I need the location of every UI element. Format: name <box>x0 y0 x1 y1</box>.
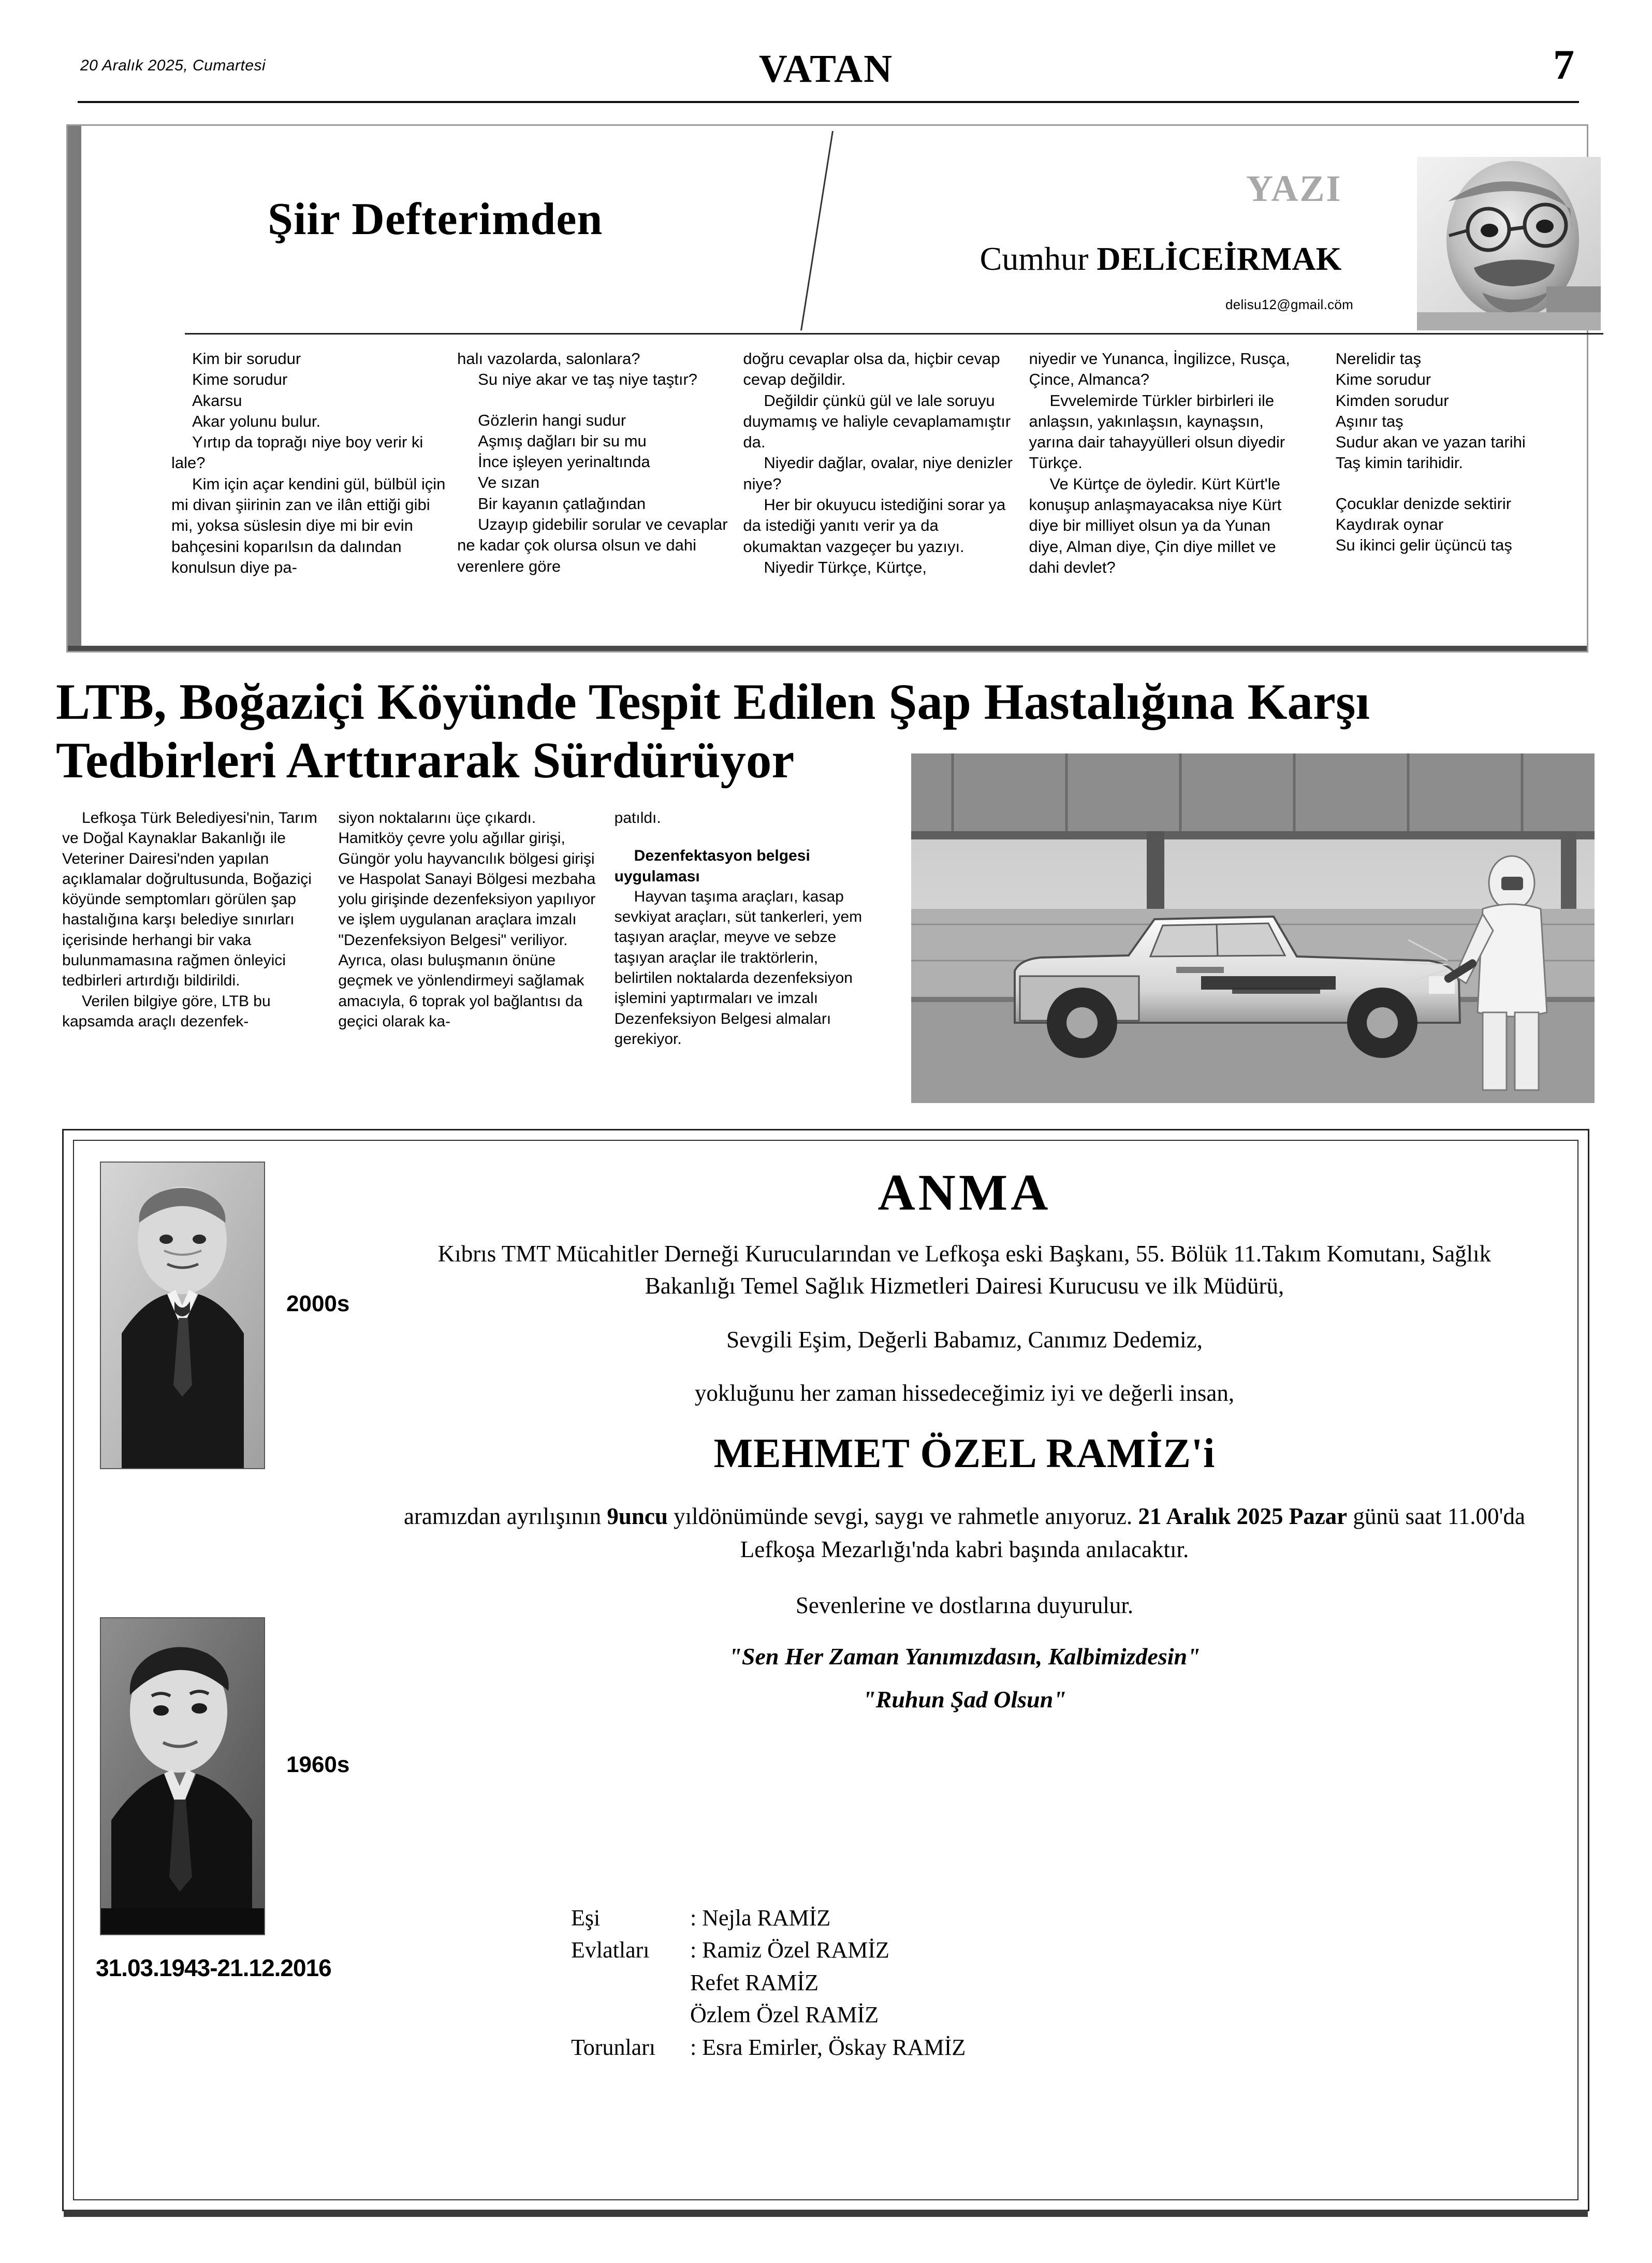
family-role: Eşi <box>571 1905 601 1931</box>
family-names: : Esra Emirler, Öskay RAMİZ <box>690 2034 966 2060</box>
masthead-divider <box>78 101 1579 103</box>
issue-date: 20 Aralık 2025, Cumartesi <box>80 57 266 74</box>
poem-line: Niyedir dağlar, ovalar, niye denizler niye? <box>743 454 1013 493</box>
family-row <box>571 1934 1348 1966</box>
news-headline: LTB, Boğaziçi Köyünde Tespit Edilen Şap Hastalığına Karşı Tedbirleri Arttırarak Sürdürüyor <box>56 674 1370 789</box>
columnist-header <box>81 126 1589 333</box>
author-first-name: Cumhur <box>979 240 1097 277</box>
memorial-deceased-name: MEHMET ÖZEL RAMİZ'i <box>713 1431 1216 1477</box>
section-title: Şiir Defterimden <box>268 194 603 244</box>
author-last-name: DELİCEİRMAK <box>1097 240 1342 277</box>
poem-line: Nerelidir taş <box>1335 350 1422 368</box>
poem-line: halı vazolarda, salonlara? <box>457 350 640 368</box>
poem-column-3 <box>743 349 1029 639</box>
memorial-line-2: yokluğunu her zaman hissedeceğimiz iyi ve değerli insan, <box>694 1380 1235 1406</box>
poem-line: Aşmış dağları bir su mu <box>478 431 647 450</box>
poem-column-5 <box>1315 349 1631 639</box>
section-bottom-bar <box>68 646 1587 651</box>
poem-line: Çocuklar denizde sektirir <box>1335 494 1512 513</box>
memorial-notice <box>62 1129 1589 2211</box>
poem-column-1 <box>171 349 457 639</box>
poem-line: niyedir ve Yunanca, İngilizce, Rusça, Çince, Almanca? <box>1029 350 1290 389</box>
newspaper-title: VATAN <box>758 47 894 91</box>
memorial-photo-2000s <box>100 1162 265 1469</box>
date-mid: yıldönümünde sevgi, saygı ve rahmetle anıyoruz. <box>667 1503 1138 1530</box>
header-divider <box>185 333 1603 335</box>
family-row <box>571 1902 1348 1934</box>
poem-line: Gözlerin hangi sudur <box>478 411 626 429</box>
family-row <box>571 2032 1348 2064</box>
poem-line: Akar yolunu bulur. <box>192 412 321 430</box>
family-names: Özlem Özel RAMİZ <box>690 2002 879 2028</box>
news-column-2 <box>338 808 614 1049</box>
author-email: delisu12@gmail.cöm <box>1225 297 1354 312</box>
memorial-date-text <box>385 1500 1544 1566</box>
poem-line: Kime sorudur <box>192 370 288 389</box>
news-body <box>62 808 890 1049</box>
poem-line: Kime sorudur <box>1335 370 1431 389</box>
poem-line: Su niye akar ve taş niye taştır? <box>478 370 698 389</box>
poem-line: Kaydırak oynar <box>1335 515 1444 534</box>
poem-line: Ve Kürtçe de öyledir. Kürt Kürt'le konuşup anlaşmayacaksa niye Kürt diye bir milliyet olsun ya da Yunan diye, Alman diye, Çin diye millet ve dahi devlet? <box>1029 474 1282 576</box>
news-column-1 <box>62 808 338 1049</box>
memorial-family-list <box>571 1902 1348 2064</box>
family-names: : Ramiz Özel RAMİZ <box>690 1937 889 1963</box>
news-photo <box>911 753 1595 1103</box>
memorial-bottom-bar <box>64 2210 1588 2217</box>
date-post: günü saat 11.00'da Lefkoşa Mezarlığı'nda kabri başında anılacaktır. <box>740 1503 1526 1563</box>
poem-spacer <box>457 390 733 410</box>
poem-line: Uzayıp gidebilir sorular ve cevaplar ne kadar çok olursa olsun ve dahi verenlere göre <box>457 515 728 575</box>
memorial-announcement: Sevenlerine ve dostlarına duyurulur. <box>795 1592 1134 1618</box>
columnist-section <box>66 124 1588 652</box>
poem-line: Her bir okuyucu istediğini sorar ya da istediği yanıtı verir ya da okumaktan vazgeçer bu yazıyı. <box>743 496 1006 556</box>
poem-line: Sudur akan ve yazan tarihi <box>1335 433 1526 452</box>
kicker-label: YAZI <box>1246 168 1342 209</box>
section-accent-bar <box>68 126 81 651</box>
memorial-quote-2: "Ruhun Şad Olsun" <box>862 1686 1066 1713</box>
poem-line: İnce işleyen yerinaltında <box>478 453 650 471</box>
poem-column-4 <box>1029 349 1315 639</box>
memorial-line-1: Sevgili Eşim, Değerli Babamız, Canımız Dedemiz, <box>726 1327 1203 1353</box>
author-portrait <box>1417 157 1601 330</box>
family-role: Torunları <box>571 2034 656 2060</box>
poem-line: Yırtıp da toprağı niye boy verir ki lale? <box>171 433 423 472</box>
poem-line: Akarsu <box>192 391 242 410</box>
news-paragraph: Hayvan taşıma araçları, kasap sevkiyat araçları, süt tankerleri, yem taşıyan araçlar, meyve ve sebze taşıyan araçlar ile traktörlerin, belirtilen noktalarda dezenfeksiyon işlemini yaptırmaları ve imzalı Dezenfeksiyon Belgesi almaları gerekiyor. <box>614 888 862 1048</box>
news-column-3 <box>615 808 890 1049</box>
news-paragraph: Verilen bilgiye göre, LTB bu kapsamda araçlı dezenfek- <box>62 992 271 1030</box>
poem-line: doğru cevaplar olsa da, hiçbir cevap cevap değildir. <box>743 350 1000 389</box>
family-role <box>571 1999 690 2031</box>
memorial-text <box>374 1151 1555 1729</box>
memorial-quote-1: "Sen Her Zaman Yanımızdasın, Kalbimizdesin" <box>728 1643 1201 1670</box>
poem-line: Su ikinci gelir üçüncü taş <box>1335 536 1512 555</box>
poem-column-2 <box>457 349 743 639</box>
poem-line: Niyedir Türkçe, Kürtçe, <box>764 558 927 576</box>
poem-columns <box>171 349 1631 639</box>
news-subheading: Dezenfektasyon belgesi uygulaması <box>614 847 810 885</box>
poem-line: Taş kimin tarihidir. <box>1335 454 1464 472</box>
poem-line: Bir kayanın çatlağından <box>478 494 646 513</box>
family-names: Refet RAMİZ <box>690 1969 819 1995</box>
poem-line: Kim bir sorudur <box>192 350 301 368</box>
masthead <box>0 41 1652 93</box>
family-row <box>571 1967 1348 1999</box>
memorial-title: ANMA <box>878 1164 1051 1221</box>
news-paragraph: siyon noktalarını üçe çıkardı. Hamitköy çevre yolu ağıllar girişi, Güngör yolu hayvancılık bölgesi girişi ve Haspolat Sanayi Bölgesi mezbaha yolu girişinde dezenfeksiyon yapılıyor ve işlem uygulanan araçlara imzalı "Dezenfeksiyon Belgesi" veriliyor. Ayrıca, olası buluşmanın önüne geçmek ve yönlendirmeyi sağlamak amacıyla, 6 toprak yol bağlantısı da geçici olarak ka- <box>338 809 596 1030</box>
memorial-photo-label-2000s: 2000s <box>286 1291 350 1316</box>
author-name <box>873 240 1448 278</box>
family-names: : Nejla RAMİZ <box>690 1905 831 1931</box>
poem-line: Kimden sorudur <box>1335 391 1449 410</box>
poem-line: Kim için açar kendini gül, bülbül için mi divan şiirinin zan ve ilân ettiği gibi mi, yoksa süslesin diye mi bir evin bahçesini koparılsın da dalından konulsun diye pa- <box>171 474 446 576</box>
date-bold-anniversary: 9uncu <box>607 1503 668 1530</box>
memorial-photo-label-1960s: 1960s <box>286 1752 350 1777</box>
poem-line: Değildir çünkü gül ve lale soruyu duymamış ve haliyle cevaplamamıştır da. <box>743 391 1011 452</box>
family-role: Evlatları <box>571 1937 650 1963</box>
date-pre: aramızdan ayrılışının <box>403 1503 607 1530</box>
diagonal-divider <box>800 131 834 331</box>
poem-spacer <box>1315 474 1621 494</box>
news-paragraph: Lefkoşa Türk Belediyesi'nin, Tarım ve Doğal Kaynaklar Bakanlığı ile Veteriner Dairesi'nden yapılan açıklamalar doğrultusunda, Boğaziçi köyünde semptomları görülen şap hastalığına karşı belediye sınırları içerisinde herhangi bir vaka bulunmamasına rağmen önleyici tedbirleri artırdığı bildirildi. <box>62 809 317 990</box>
family-row <box>571 1999 1348 2031</box>
poem-line: Ve sızan <box>478 473 540 492</box>
memorial-photo-1960s <box>100 1617 265 1935</box>
family-role <box>571 1967 690 1999</box>
page-number: 7 <box>1553 41 1574 88</box>
news-paragraph: patıldı. <box>614 809 661 826</box>
poem-line: Evvelemirde Türkler birbirleri ile anlaşsın, yakınlaşsın, kaynaşsın, yarına dair tahayyülleri olsun diyedir Türkçe. <box>1029 391 1285 472</box>
memorial-lifespan: 31.03.1943-21.12.2016 <box>96 1954 331 1981</box>
poem-line: Aşınır taş <box>1335 412 1404 430</box>
memorial-lead: Kıbrıs TMT Mücahitler Derneği Kurucularından ve Lefkoşa eski Başkanı, 55. Bölük 11.Takım Komutanı, Sağlık Bakanlığı Temel Sağlık Hizmetleri Dairesi Kurucusu ve ilk Müdürü, <box>437 1241 1492 1299</box>
date-bold-day: 21 Aralık 2025 Pazar <box>1138 1503 1348 1530</box>
